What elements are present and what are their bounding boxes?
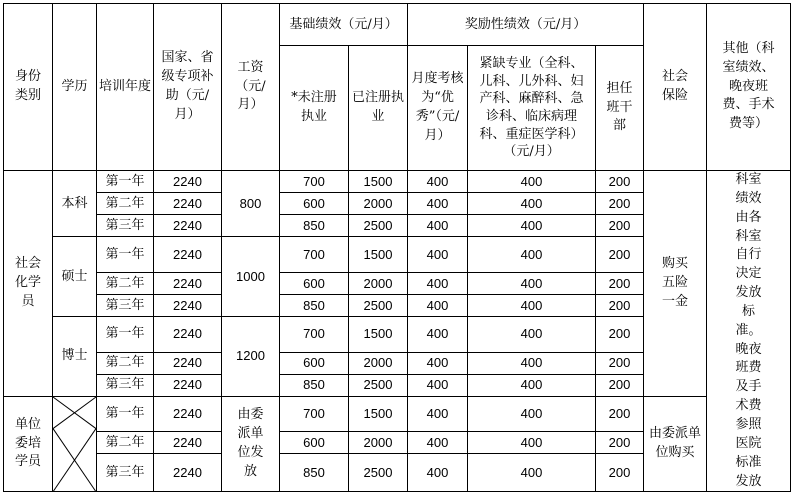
base-registered-cell: 2500 (349, 294, 408, 316)
header-reward-performance: 奖励性绩效（元/月） (408, 4, 644, 46)
header-salary: 工资（元/月） (222, 4, 280, 171)
header-identity: 身份类别 (4, 4, 53, 171)
header-subsidy: 国家、省级专项补助（元/月） (154, 4, 222, 171)
header-reward-shortage: 紧缺专业（全科、儿科、儿外科、妇产科、麻醉科、急诊科、临床病理科、重症医学科）（元/月） (468, 46, 596, 171)
reward-excellent-cell: 400 (408, 272, 468, 294)
subsidy-cell: 2240 (154, 272, 222, 294)
year-cell: 第三年 (97, 215, 154, 237)
base-registered-cell: 1500 (349, 316, 408, 352)
header-base-performance: 基础绩效（元/月） (280, 4, 408, 46)
salary-doctor: 1200 (222, 316, 280, 396)
header-base-registered: 已注册执业 (349, 46, 408, 171)
reward-shortage-cell: 400 (468, 352, 596, 374)
reward-shortage-cell: 400 (468, 272, 596, 294)
group-social-student: 社会化学员 (4, 171, 53, 397)
base-unregistered-cell: 600 (280, 272, 349, 294)
year-cell: 第二年 (97, 193, 154, 215)
reward-shortage-cell: 400 (468, 454, 596, 492)
salary-bachelor: 800 (222, 171, 280, 237)
salary-standard-table (3, 3, 791, 492)
reward-shortage-cell: 400 (468, 237, 596, 273)
reward-cadre-cell: 200 (596, 454, 644, 492)
year-cell: 第一年 (97, 171, 154, 193)
education-bachelor: 本科 (53, 171, 97, 237)
header-year: 培训年度 (97, 4, 154, 171)
year-cell: 第一年 (97, 237, 154, 273)
salary-master: 1000 (222, 237, 280, 317)
base-unregistered-cell: 600 (280, 193, 349, 215)
subsidy-cell: 2240 (154, 374, 222, 396)
base-unregistered-cell: 850 (280, 215, 349, 237)
base-unregistered-cell: 850 (280, 294, 349, 316)
education-master: 硕士 (53, 237, 97, 317)
year-cell: 第一年 (97, 316, 154, 352)
base-registered-cell: 2500 (349, 215, 408, 237)
year-cell: 第三年 (97, 294, 154, 316)
year-cell: 第二年 (97, 432, 154, 454)
reward-cadre-cell: 200 (596, 171, 644, 193)
header-social-insurance: 社会保险 (644, 4, 707, 171)
reward-cadre-cell: 200 (596, 352, 644, 374)
reward-cadre-cell: 200 (596, 374, 644, 396)
reward-excellent-cell: 400 (408, 352, 468, 374)
subsidy-cell: 2240 (154, 237, 222, 273)
year-cell: 第三年 (97, 454, 154, 492)
header-education: 学历 (53, 4, 97, 171)
base-unregistered-cell: 850 (280, 374, 349, 396)
reward-cadre-cell: 200 (596, 396, 644, 432)
reward-cadre-cell: 200 (596, 215, 644, 237)
subsidy-cell: 2240 (154, 352, 222, 374)
subsidy-cell: 2240 (154, 193, 222, 215)
base-registered-cell: 1500 (349, 171, 408, 193)
subsidy-cell: 2240 (154, 215, 222, 237)
base-registered-cell: 2000 (349, 272, 408, 294)
reward-cadre-cell: 200 (596, 294, 644, 316)
reward-shortage-cell: 400 (468, 294, 596, 316)
base-unregistered-cell: 700 (280, 316, 349, 352)
reward-shortage-cell: 400 (468, 171, 596, 193)
base-unregistered-cell: 600 (280, 432, 349, 454)
reward-shortage-cell: 400 (468, 432, 596, 454)
base-registered-cell: 2000 (349, 193, 408, 215)
base-unregistered-cell: 700 (280, 396, 349, 432)
salary-unit: 由委派单位发放 (222, 396, 280, 492)
subsidy-cell: 2240 (154, 396, 222, 432)
base-unregistered-cell: 700 (280, 237, 349, 273)
base-registered-cell: 1500 (349, 396, 408, 432)
header-reward-excellent: 月度考核为“优秀”（元/月） (408, 46, 468, 171)
header-reward-cadre: 担任班干部 (596, 46, 644, 171)
base-unregistered-cell: 600 (280, 352, 349, 374)
base-registered-cell: 1500 (349, 237, 408, 273)
reward-excellent-cell: 400 (408, 294, 468, 316)
reward-shortage-cell: 400 (468, 316, 596, 352)
social-insurance-unit-trainee: 由委派单位购买 (644, 396, 707, 492)
reward-cadre-cell: 200 (596, 316, 644, 352)
reward-excellent-cell: 400 (408, 193, 468, 215)
subsidy-cell: 2240 (154, 171, 222, 193)
reward-excellent-cell: 400 (408, 316, 468, 352)
reward-excellent-cell: 400 (408, 396, 468, 432)
base-registered-cell: 2000 (349, 352, 408, 374)
header-base-unregistered: *未注册执业 (280, 46, 349, 171)
year-cell: 第一年 (97, 396, 154, 432)
base-registered-cell: 2000 (349, 432, 408, 454)
reward-excellent-cell: 400 (408, 237, 468, 273)
reward-shortage-cell: 400 (468, 396, 596, 432)
reward-cadre-cell: 200 (596, 272, 644, 294)
reward-excellent-cell: 400 (408, 432, 468, 454)
year-cell: 第三年 (97, 374, 154, 396)
base-registered-cell: 2500 (349, 454, 408, 492)
subsidy-cell: 2240 (154, 454, 222, 492)
reward-cadre-cell: 200 (596, 237, 644, 273)
reward-shortage-cell: 400 (468, 215, 596, 237)
subsidy-cell: 2240 (154, 316, 222, 352)
reward-excellent-cell: 400 (408, 171, 468, 193)
reward-shortage-cell: 400 (468, 193, 596, 215)
reward-excellent-cell: 400 (408, 454, 468, 492)
base-unregistered-cell: 850 (280, 454, 349, 492)
reward-cadre-cell: 200 (596, 432, 644, 454)
year-cell: 第二年 (97, 352, 154, 374)
base-registered-cell: 2500 (349, 374, 408, 396)
diagonal-cross-lines (53, 397, 96, 492)
reward-excellent-cell: 400 (408, 374, 468, 396)
reward-excellent-cell: 400 (408, 215, 468, 237)
subsidy-cell: 2240 (154, 432, 222, 454)
group-unit-trainee: 单位委培学员 (4, 396, 53, 492)
base-unregistered-cell: 700 (280, 171, 349, 193)
reward-shortage-cell: 400 (468, 374, 596, 396)
header-other: 其他（科室绩效、晚夜班费、手术费等） (707, 4, 791, 171)
education-doctor: 博士 (53, 316, 97, 396)
social-insurance-social-student: 购买五险一金 (644, 171, 707, 397)
empty-crossed-cell (53, 396, 97, 492)
year-cell: 第二年 (97, 272, 154, 294)
other-note: 科室绩效由各科室自行决定发放标准。晚夜班费及手术费参照医院标准发放 (707, 171, 791, 492)
subsidy-cell: 2240 (154, 294, 222, 316)
reward-cadre-cell: 200 (596, 193, 644, 215)
